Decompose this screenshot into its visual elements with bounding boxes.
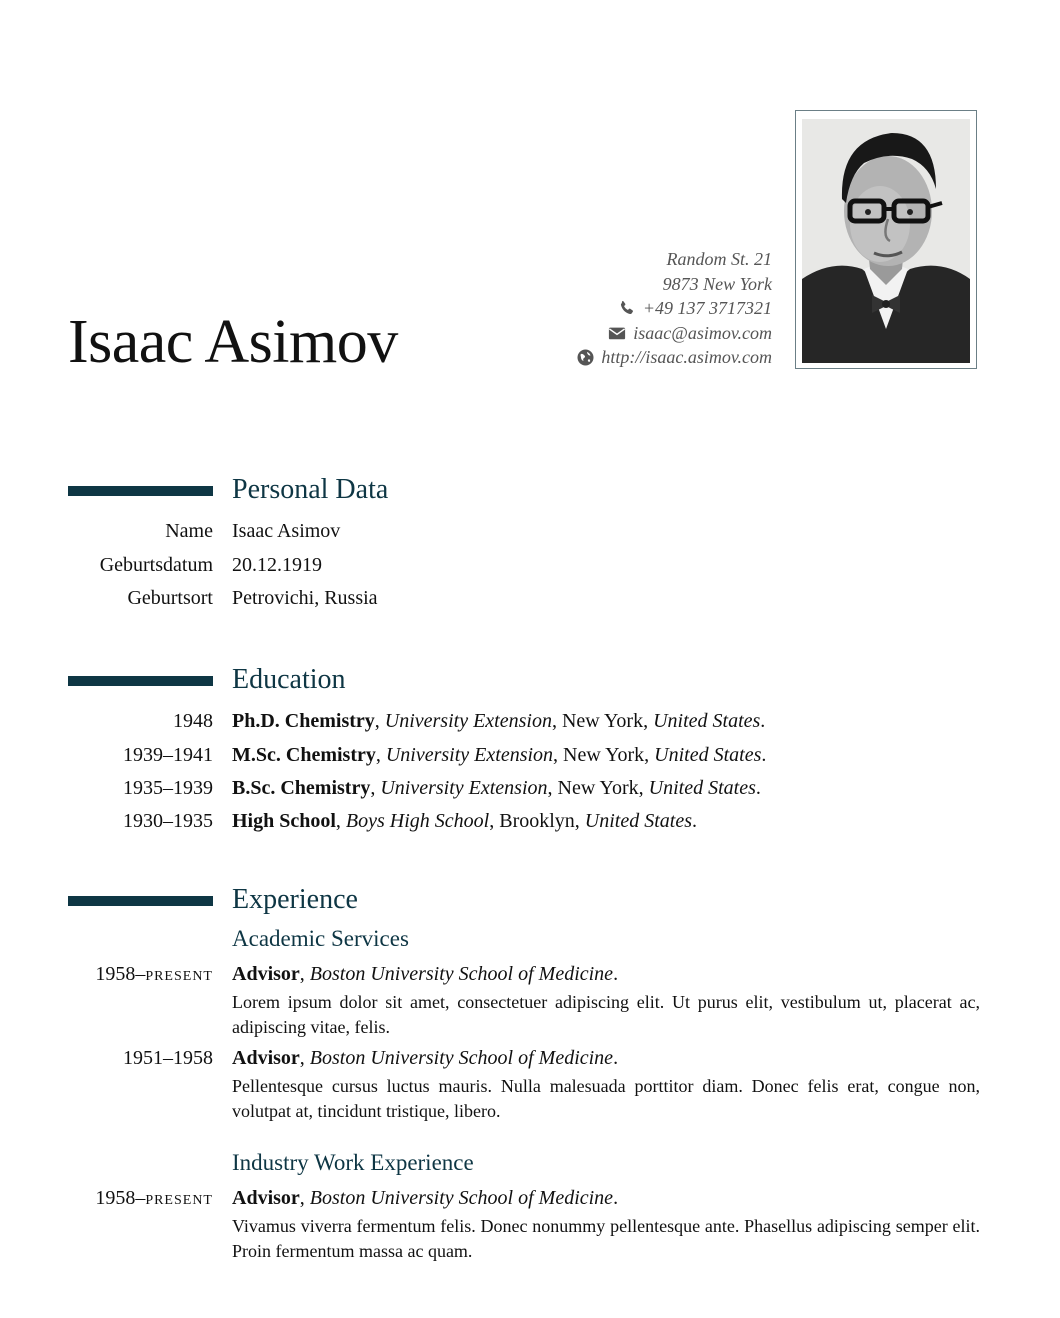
experience-years: 1958–PRESENT <box>95 963 213 985</box>
section-title-education: Education <box>232 664 346 695</box>
page-title: Isaac Asimov <box>68 308 398 376</box>
section-title-experience: Experience <box>232 884 358 915</box>
education-years: 1935–1939 <box>123 777 213 799</box>
contact-block <box>442 247 772 370</box>
experience-detail: Advisor, Boston University School of Medicine. <box>232 1047 619 1069</box>
portrait-photo <box>802 119 970 363</box>
experience-description: Lorem ipsum dolor sit amet, consectetuer adipiscing elit. Ut purus elit, vestibulum ut, placerat ac, adipiscing vitae, felis. <box>232 992 980 1037</box>
contact-phone: +49 137 3717321 <box>442 296 772 321</box>
section-bar-personal <box>68 486 213 496</box>
contact-email[interactable]: isaac@asimov.com <box>442 321 772 346</box>
subsection-title-industry: Industry Work Experience <box>232 1150 474 1175</box>
subsection-title-academic: Academic Services <box>232 926 409 951</box>
experience-detail: Advisor, Boston University School of Medicine. <box>232 963 619 985</box>
globe-icon <box>576 348 594 366</box>
education-detail: Ph.D. Chemistry, University Extension, New York, United States. <box>232 710 766 732</box>
education-detail: High School, Boys High School, Brooklyn, United States. <box>232 810 698 832</box>
contact-street: Random St. 21 <box>666 249 772 269</box>
contact-website[interactable]: http://isaac.asimov.com <box>442 345 772 370</box>
education-years: 1930–1935 <box>123 810 213 832</box>
experience-years: 1958–PRESENT <box>95 1187 213 1209</box>
section-bar-education <box>68 676 213 686</box>
education-years: 1939–1941 <box>123 744 213 766</box>
envelope-icon <box>608 324 626 342</box>
field-label: Name <box>165 520 213 542</box>
experience-detail: Advisor, Boston University School of Medicine. <box>232 1187 619 1209</box>
education-detail: B.Sc. Chemistry, University Extension, New York, United States. <box>232 777 761 799</box>
field-value: 20.12.1919 <box>232 554 322 576</box>
section-bar-experience <box>68 896 213 906</box>
photo-frame <box>795 110 977 369</box>
experience-years: 1951–1958 <box>123 1047 213 1069</box>
contact-city: 9873 New York <box>662 273 772 294</box>
section-title-personal: Personal Data <box>232 474 389 505</box>
field-value: Isaac Asimov <box>232 520 341 542</box>
field-value: Petrovichi, Russia <box>232 587 378 609</box>
phone-icon <box>618 299 636 317</box>
education-years: 1948 <box>173 710 213 732</box>
field-label: Geburtsdatum <box>99 554 213 576</box>
field-label: Geburtsort <box>127 587 213 609</box>
experience-description: Pellentesque cursus luctus mauris. Nulla malesuada porttitor diam. Donec felis erat, congue non, volutpat at, tincidunt tristique, libero. <box>232 1076 980 1121</box>
education-detail: M.Sc. Chemistry, University Extension, New York, United States. <box>232 744 767 766</box>
experience-description: Vivamus viverra fermentum felis. Donec nonummy pellentesque ante. Phasellus adipiscing semper elit. Proin fermentum massa ac quam. <box>232 1216 980 1261</box>
